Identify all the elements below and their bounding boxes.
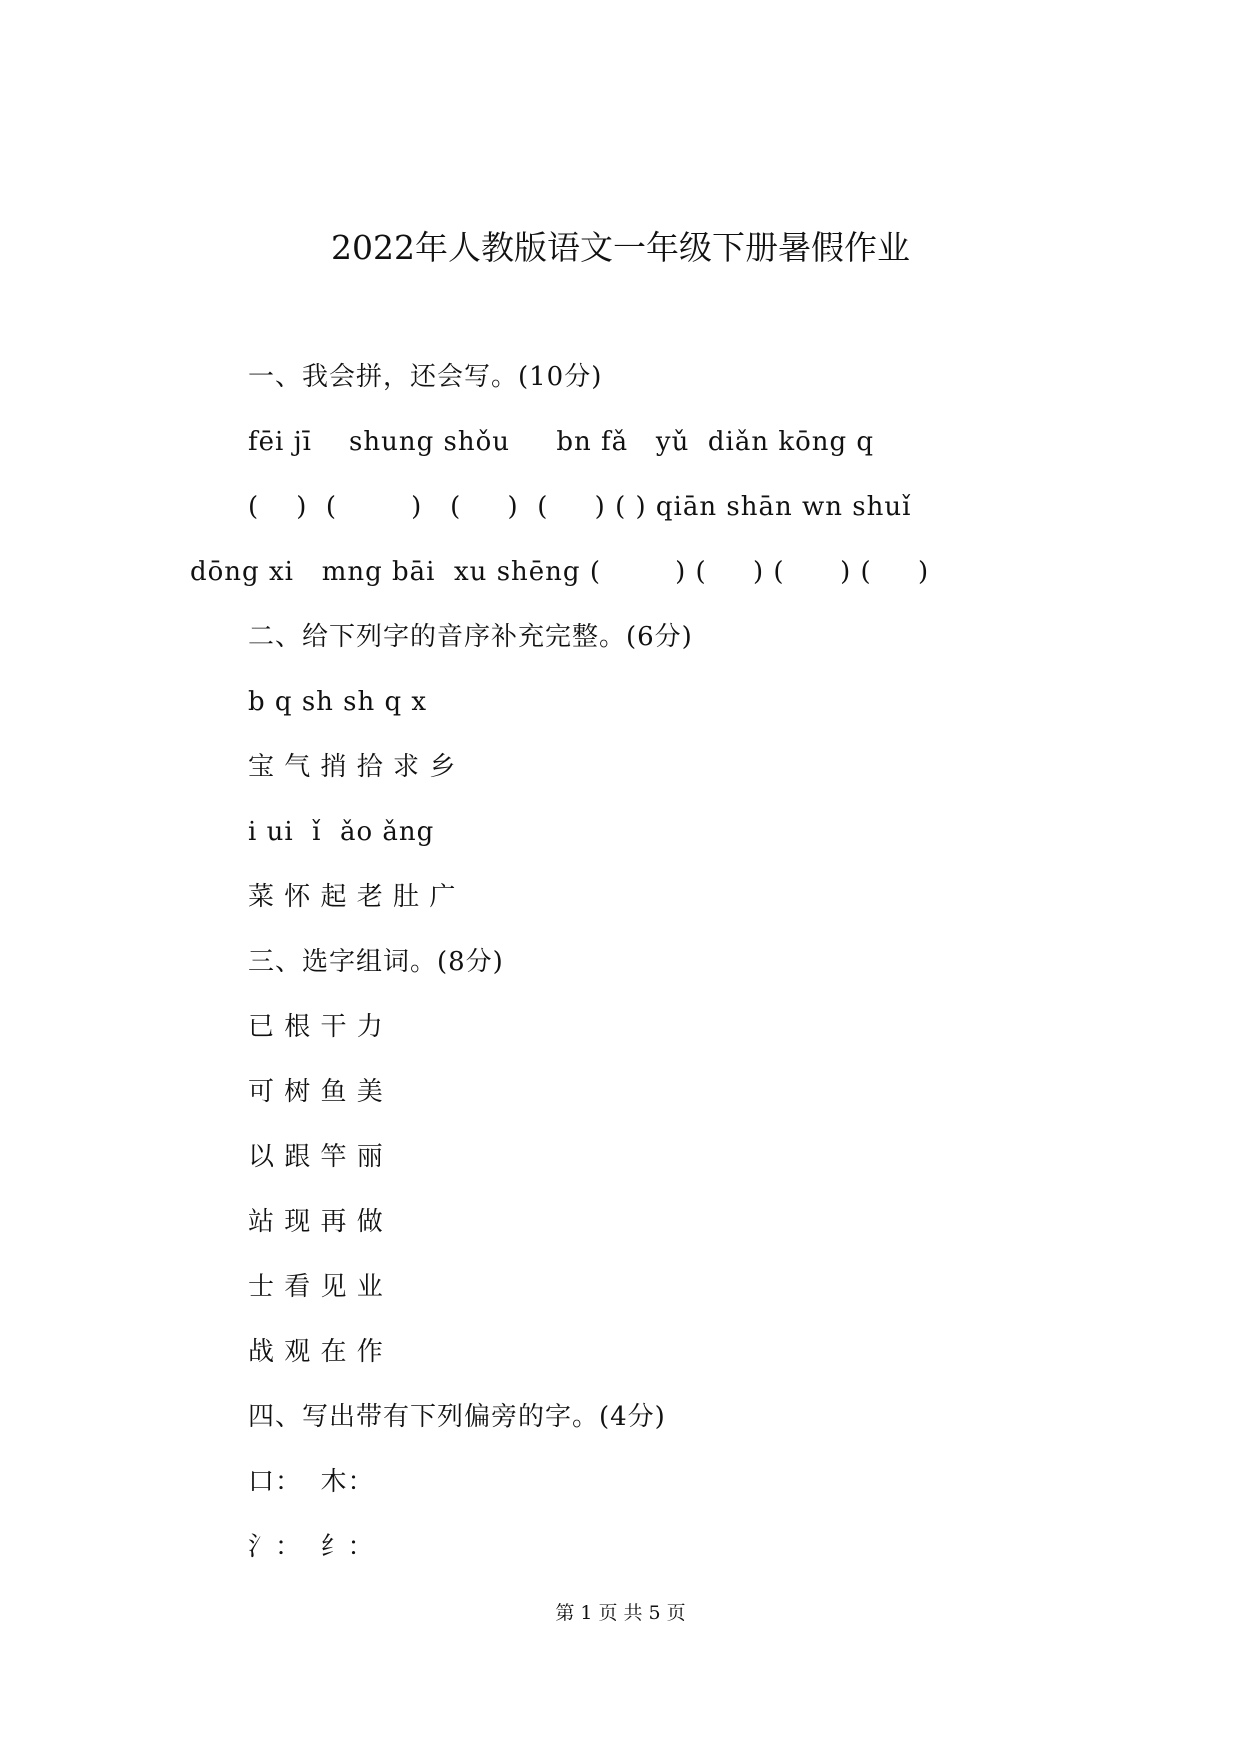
pinyin-line-1: fēi jī shung shǒu bn fǎ yǔ diǎn kōng q [248,427,875,457]
section-3-heading: 三、选字组词。(8分) [248,947,504,977]
radical-line-1: 口： 木： [248,1467,375,1497]
word-choice-line-6: 战 观 在 作 [248,1337,384,1367]
pinyin-line-3: dōng xi mng bāi xu shēng ( ) ( ) ( ) ( ) [190,557,930,587]
document-title: 2022年人教版语文一年级下册暑假作业 [331,228,910,267]
radical-line-2: 氵： 纟： [248,1532,375,1562]
section-4-heading: 四、写出带有下列偏旁的字。(4分) [248,1402,666,1432]
initials-line: b q sh sh q x [248,687,428,717]
page-number-footer: 第 1 页 共 5 页 [555,1602,686,1624]
chars-line-1: 宝 气 捎 拾 求 乡 [248,752,457,782]
word-choice-line-2: 可 树 鱼 美 [248,1077,384,1107]
word-choice-line-4: 站 现 再 做 [248,1207,384,1237]
pinyin-line-2: ( ) ( ) ( ) ( ) ( ) qiān shān wn shuǐ [248,492,912,522]
word-choice-line-5: 士 看 见 业 [248,1272,384,1302]
word-choice-line-1: 已 根 干 力 [248,1012,384,1042]
finals-line: i ui ǐ ǎo ǎng [248,817,435,847]
word-choice-line-3: 以 跟 竿 丽 [248,1142,384,1172]
section-1-heading: 一、我会拼，还会写。(10分) [248,362,603,392]
chars-line-2: 菜 怀 起 老 肚 广 [248,882,457,912]
section-2-heading: 二、给下列字的音序补充完整。(6分) [248,622,693,652]
